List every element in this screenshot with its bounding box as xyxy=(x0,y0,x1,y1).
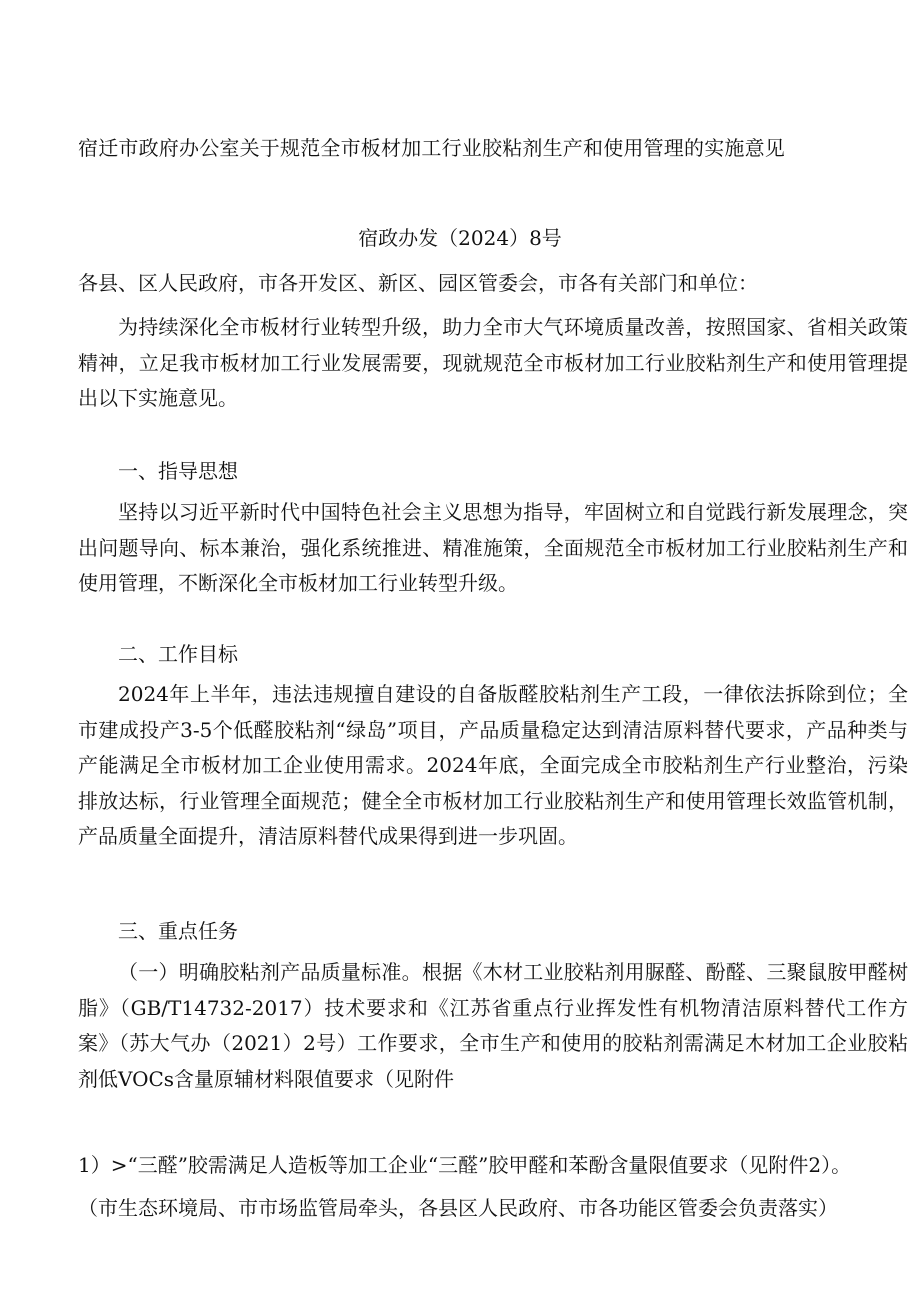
guiding-ideology-paragraph: 坚持以习近平新时代中国特色社会主义思想为指导，牢固树立和自觉践行新发展理念，突出问题导向、标本兼治，强化系统推进、精准施策，全面规范全市板材加工行业胶粘剂生产和使用管理，不断深化全市板材加工行业转型升级。 xyxy=(78,500,908,595)
task-one-paragraph: （一）明确胶粘剂产品质量标准。根据《木材工业胶粘剂用脲醛、酚醛、三聚鼠胺甲醛树脂》（GB/T14732-2017）技术要求和《江苏省重点行业挥发性有机物清洁原料替代工作方案》（苏大气办（2021）2号）工作要求，全市生产和使用的胶粘剂需满足木材加工企业胶粘剂低VOCs含量原辅材料限值要求（见附件 xyxy=(78,960,908,1091)
intro-paragraph: 为持续深化全市板材行业转型升级，助力全市大气环境质量改善，按照国家、省相关政策精神，立足我市板材加工行业发展需要，现就规范全市板材加工行业胶粘剂生产和使用管理提出以下实施意见。 xyxy=(78,315,908,410)
task-one-continued-line: 1）>“三醛”胶需满足人造板等加工企业“三醛”胶甲醛和苯酚含量限值要求（见附件2）。 xyxy=(78,1153,852,1177)
task-one-responsibility-line: （市生态环境局、市市场监管局牵头，各县区人民政府、市各功能区管委会负责落实） xyxy=(78,1196,838,1220)
document-number: 宿政办发（2024）8号 xyxy=(358,226,562,250)
addressee-line: 各县、区人民政府，市各开发区、新区、园区管委会，市各有关部门和单位： xyxy=(78,271,758,295)
section-heading-work-goals: 二、工作目标 xyxy=(118,642,238,666)
work-goals-paragraph: 2024年上半年，违法违规擅自建设的自备版醛胶粘剂生产工段，一律依法拆除到位；全市建成投产3-5个低醛胶粘剂“绿岛”项目，产品质量稳定达到清洁原料替代要求，产品种类与产能满足全市板材加工企业使用需求。2024年底，全面完成全市胶粘剂生产行业整治，污染排放达标，行业管理全面规范；健全全市板材加工行业胶粘剂生产和使用管理长效监管机制，产品质量全面提升，清洁原料替代成果得到进一步巩固。 xyxy=(78,682,908,848)
section-heading-guiding-ideology: 一、指导思想 xyxy=(118,459,238,483)
section-heading-key-tasks: 三、重点任务 xyxy=(118,919,238,943)
document-title: 宿迁市政府办公室关于规范全市板材加工行业胶粘剂生产和使用管理的实施意见 xyxy=(78,136,785,160)
